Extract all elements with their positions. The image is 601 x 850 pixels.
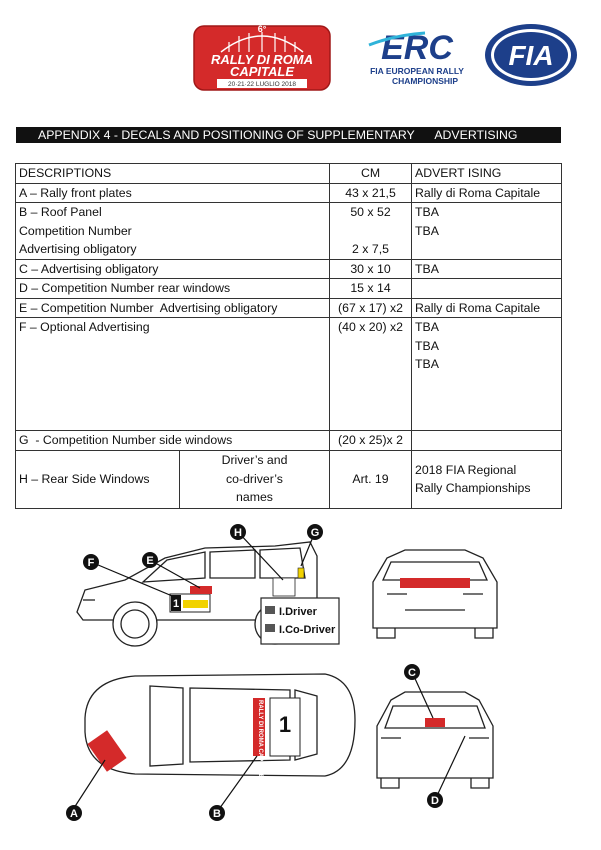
row-a-adv: Rally di Roma Capitale <box>412 183 562 203</box>
decal-positioning-drawings <box>55 520 570 835</box>
rally-di-roma-capitale-logo <box>193 22 331 92</box>
table-row <box>16 450 562 508</box>
row-b-adv <box>412 203 562 260</box>
row-b-desc-line2: Competition Number <box>19 223 132 238</box>
row-e-cm: (67 x 17) x2 <box>330 298 412 318</box>
row-b-desc-line3: Advertising obligatory <box>19 242 137 256</box>
decals-table <box>15 163 562 509</box>
erc-logo <box>365 25 470 89</box>
marker-f <box>83 554 99 570</box>
row-a-cm: 43 x 21,5 <box>330 183 412 203</box>
rally-logo-dates: 20·21·22 LUGLIO 2018 <box>228 81 296 88</box>
row-g-adv <box>412 431 562 451</box>
rear-side-names-decal-zoom <box>261 598 339 644</box>
marker-f-label: F <box>87 557 95 569</box>
row-a-desc: A – Rally front plates <box>16 183 330 203</box>
row-h-desc: H – Rear Side Windows <box>16 450 180 508</box>
row-f-adv-line3: TBA <box>415 357 439 371</box>
marker-d <box>427 792 443 808</box>
row-e-desc: E – Competition Number Advertising obligatory <box>16 298 330 318</box>
marker-b <box>209 805 225 821</box>
rear-window-number-decal <box>298 568 304 578</box>
car-front-view <box>373 550 497 638</box>
row-h-sub-line3: names <box>236 490 273 505</box>
row-g-cm: (20 x 25)x 2 <box>330 431 412 451</box>
erc-logo-line2: CHAMPIONSHIP <box>391 76 459 86</box>
side-advertising-decal <box>190 586 212 594</box>
row-c-desc: C – Advertising obligatory <box>16 259 330 279</box>
rear-advertising-decal <box>425 718 445 727</box>
marker-e <box>142 552 158 568</box>
front-plate-decal <box>400 578 470 588</box>
marker-h-label: H <box>234 527 242 539</box>
row-f-cm: (40 x 20) x2 <box>330 318 412 431</box>
row-h-adv-line1: 2018 FIA Regional <box>415 462 517 477</box>
row-f-adv-line2: TBA <box>415 338 439 353</box>
row-b-desc <box>16 203 330 260</box>
marker-d-label: D <box>431 795 439 807</box>
side-competition-number: 1 <box>172 598 180 610</box>
row-d-desc: D – Competition Number rear windows <box>16 279 330 299</box>
marker-c-label: C <box>408 667 416 679</box>
marker-b-label: B <box>213 808 221 820</box>
table-row <box>16 279 562 299</box>
table-row <box>16 318 562 431</box>
marker-a-label: A <box>70 808 78 820</box>
marker-a <box>66 805 82 821</box>
row-c-adv: TBA <box>412 259 562 279</box>
row-b-cm-line3: 2 x 7,5 <box>352 242 389 256</box>
table-header-row <box>16 164 562 184</box>
row-b-adv-line2: TBA <box>415 223 439 238</box>
marker-h <box>230 524 246 540</box>
marker-c <box>404 664 420 680</box>
table-row <box>16 431 562 451</box>
erc-logo-line1: FIA EUROPEAN RALLY <box>370 66 464 76</box>
header-advertising: ADVERT ISING <box>412 164 562 184</box>
row-b-cm-line1: 50 x 52 <box>350 205 391 219</box>
row-b-desc-line1: B – Roof Panel <box>19 205 102 219</box>
appendix-title-bar <box>16 127 561 143</box>
driver-name: I.Driver <box>279 606 317 618</box>
marker-g-label: G <box>310 527 320 539</box>
row-h-adv <box>412 450 562 508</box>
rally-logo-line2: CAPITALE <box>229 64 295 79</box>
roof-advertising-text: RALLY DI ROMA CAPITALE <box>257 700 263 779</box>
rally-logo-line1: RALLY DI ROMA <box>210 52 314 67</box>
erc-logo-mark: ERC <box>381 29 453 67</box>
row-b-cm <box>330 203 412 260</box>
marker-e-label: E <box>146 555 154 567</box>
fia-logo-mark: FIA <box>508 40 554 71</box>
fia-logo <box>483 22 579 88</box>
car-top-view <box>85 674 355 779</box>
marker-g <box>307 524 323 540</box>
row-f-adv-line1: TBA <box>415 320 439 334</box>
row-f-adv <box>412 318 562 431</box>
row-h-adv-line2: Rally Championships <box>415 481 531 495</box>
roof-competition-number: 1 <box>278 712 292 737</box>
header-descriptions: DESCRIPTIONS <box>16 164 330 184</box>
row-h-sub-line2: co-driver’s <box>226 471 283 486</box>
row-e-adv: Rally di Roma Capitale <box>412 298 562 318</box>
row-f-desc: F – Optional Advertising <box>16 318 330 431</box>
row-b-adv-line1: TBA <box>415 205 439 219</box>
table-row <box>16 203 562 260</box>
table-row <box>16 183 562 203</box>
row-c-cm: 30 x 10 <box>330 259 412 279</box>
table-row <box>16 259 562 279</box>
codriver-name: I.Co-Driver <box>279 624 336 636</box>
row-h-sub <box>180 450 330 508</box>
row-h-cm: Art. 19 <box>330 450 412 508</box>
row-g-desc: G - Competition Number side windows <box>16 431 330 451</box>
table-row <box>16 298 562 318</box>
row-d-adv <box>412 279 562 299</box>
rally-logo-edition: 6° <box>257 24 267 34</box>
car-rear-view <box>377 692 493 788</box>
header-cm: CM <box>330 164 412 184</box>
row-h-sub-line1: Driver’s and <box>221 453 288 468</box>
row-d-cm: 15 x 14 <box>330 279 412 299</box>
side-number-decal <box>170 594 210 612</box>
appendix-title: APPENDIX 4 - DECALS AND POSITIONING OF SUPPLEMENTARY ADVERTISING <box>38 128 518 142</box>
rear-side-names-decal-small <box>273 578 295 596</box>
